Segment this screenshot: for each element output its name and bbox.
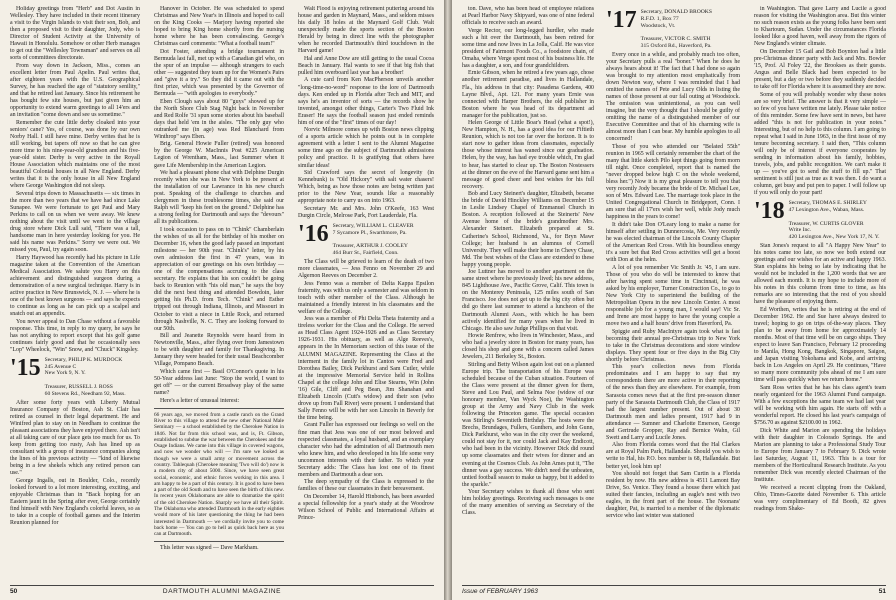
paragraph: Eben Clough says about 80 "guys" showed up for the North Shore Club Stag Night back in November and Red Rolfe '31 spun some stories about his baseball days that held 'em in the aisles. "The only guy who outranked me (in age) was Red Blanchard from Winthrop" says Eben. xyxy=(154,98,284,140)
class-1917-officers xyxy=(641,9,712,50)
paragraph: Which came first — Basil O'Connor's quote in his 50-Year address last June: "Stop the world, I want to get off" — or the current Broadway play of the same name? xyxy=(154,368,284,397)
officer-line: Woodstock, Vt. xyxy=(640,22,676,29)
class-1915-notes xyxy=(10,400,140,527)
officer-line xyxy=(641,29,712,36)
paragraph: Sid Crawford says the secret of longevity (in Kennebunk) is "Old Hickory" with salt water chasers! Which, being as how those notes are being written just prior to the New Year, sounds like a reasonably appropriate note to carry us on into 1963. xyxy=(298,170,434,205)
paragraph: Several trips down to Massachusetts — six times in the more than two years that we have had since Lake Sunapee. We were fortunate to get Paul and Mary Perkins to call on us when we were away. We knew nothing about the visit until we went to the village drug store where Dick Lull said, "There was a tall, handsome man in here yesterday looking for you. He said his name was Perkins." Sorry we were out. We missed you, Paul, try again soon. xyxy=(10,190,140,254)
right-column-1 xyxy=(462,6,594,578)
officer-line: R.F.D. 1, Box 77 xyxy=(640,15,679,22)
paragraph: ton. Dave, who has been head of employee relations at Pearl Harbor Navy Shipyard, was one of nine federal officials to receive such an award. xyxy=(462,6,594,27)
paragraph: The Class will be grieved to learn of the death of two more classmates, — Jess Fenno on November 29 and Algernon Reeves on December 2. xyxy=(298,258,434,279)
class-1916-notes xyxy=(298,259,434,522)
paragraph: Joe Luttner has moved to another apartment on the same street where he previously lived; his new address, 845 Lighthouse Ave., Pacific Grove, Calif. This town is on the Monterey Peninsula, 125 miles south of San Francisco. Joe does not get up to the big city often but did go there last summer to attend a luncheon of the Dartmouth Alumni Assn., with which he has been actively identified for many years when he lived in Chicago. He also saw Judge Phillips on that visit. xyxy=(462,269,594,332)
right-page xyxy=(452,0,896,600)
paragraph: On December 15 Gail and Bob Boynton had a little pre-Christmas dinner party with Jack and Mrs. Bowler '15, Prof. Al Foley '22, the Brookses as their guests. Angus and Belle Black had been expected to be present, but a day or two before they suddenly decided to take off for Florida where it is assumed they are now. xyxy=(754,48,886,91)
paragraph: After some forty years with Liberty Mutual Insurance Company of Boston, Ash St. Clair has retired as counsel in their legal department. He and Winifred plan to stay on in Needham to continue the pleasant associations they have enjoyed there. Ash isn't at all taking care of our place gets too much for us. To keep from getting too rusty, Ash has lined up as consultant with a group of insurance companies along the lines of his previous activity — "kind of likewise being in a few shekels which any retired person can use." xyxy=(10,399,140,477)
left-footer xyxy=(10,585,434,596)
officer-line: Secretary, THOMAS E. SHIRLEY xyxy=(788,200,867,207)
officer-line: Treasurer, VICTOR C. SMITH xyxy=(640,36,711,43)
paragraph: Some of you will probably wonder why these notes are so very brief. The answer is that it very simple — so few of you have written me lately. Please take notice of this reminder. Some few have sent in news, but have added "this is not for publication in your notes." Interesting, but of no help to this column. I am going to repeat what I said in June 1963, in the first issue of my tenure becoming secretary. I said then, "This column will only be of interest if everyone cooperates by sending in information about his family, hobbies, travels, jobs, and public recognition. We can't make it up — you've got to send the stuff to fill up." That sentiment is still just as true as it was then. I do want a column, get busy and put pen to paper. I will follow up if you will only do your part! xyxy=(754,91,886,197)
page-number-left: 50 xyxy=(10,588,18,595)
officer-line: Treasurer, RUSSELL J. ROSS xyxy=(44,383,113,390)
paragraph: It didn't take Don O'Leary long to make a name for himself after settling in Dunnercosta, Me. Very recently he was elected chairman of the Lincoln County Chapter of the American Red Cross. With his boundless energy it's a sure bet that Red Cross activities will get a boost with Don at the helm. xyxy=(606,221,740,264)
paragraph: Verge Rector, our long-legged hurdler, who made such a hit over the Dartmouth, has been retired for some time and now lives in La Jolla, Calif. He was vice president of Fairmont Foods Co., a foodstore chain, of Omaha, where Verge spent most of his business life. He has a daughter, a son, and four grandchildren. xyxy=(462,27,594,69)
class-1915-notes-continued xyxy=(154,6,284,405)
paragraph: Also from Florida comes word that the Hal Clarkes are at Royal Palm Park, Hallandale. Should you wish to write to Hal, his P.O. box number is 68, Hallandale. But better yet, look him up! xyxy=(606,442,740,470)
class-1914-notes xyxy=(10,6,140,354)
paragraph: Bob and Lucy Steinert's daughter, Elizabeth, became the bride of David Hinckley Williams on December 15 in Leslie Lindsey Chapel of Emmanuel Church in Boston. A reception followed at the Steinerts' New Avenue home of the bride's grandmother Mrs. Alexander Steinert. Elizabeth prepared at St. Catherine's School, Richmond, Va., for Bryn Mawr College; her husband is an alumnus of Cornell University. They will make their home in Chevy Chase, Md. The best wishes of the Class are extended to these happy young people. xyxy=(462,191,594,268)
paragraph: Howie Renfrew, who lives in Winchester, Mass., and who had a jewelry store in Boston for many years, has closed his shop and gone with a concern called James Jewelers, 211 Berkeley St., Boston. xyxy=(462,333,594,361)
paragraph: Brig. General Howie Fuller (retired) was honored by the George W. MacInnis Post #225 American Legion of Wrentham, Mass., last Summer when it gave Life Membership in the American Legion. xyxy=(154,141,284,169)
paragraph: From way down in Jackson, Miss., comes an excellent letter from Paul Apelin. Paul writes that, after eighteen years with the U.S. Geographical Survey, he has reached the age of "statutory senility," and that he retired last January. Since his retirement he has bought few site houses, but just given him an opportunity to extend warm greetings to all 14'ers and an invitation "come down and see us sometime." xyxy=(10,62,140,119)
right-column-2 xyxy=(606,6,740,578)
officer-line xyxy=(333,237,414,244)
class-1917-notes xyxy=(606,52,740,521)
class-1915-notes-end xyxy=(298,6,434,220)
paragraph: We had a pleasant phone chat with Delphine Durgin recently when she was in New York to be present at the installation of our Lawrance in his new church post. Speaking of the challenge to churches and clergymen in these troublesome times, she said our Ralph will "keep his feet on the ground." Delphine has a strong feeling for Dartmouth and says the "devours" all its publications. xyxy=(154,170,284,226)
left-page xyxy=(0,0,444,600)
paragraph: Those of you who attended our "Belated 55th" reunion in 1965 will certainly remember the chart of the many that little sketch Pilo kept things going from morn till night. Once completed, report that is named the "never dropped below high C on the whole weekend, bless her.") Now it is my great pleasure to tell you that very recently Jody became the bride of Dr. Michael Lee, son of Mrs. Edward Lee. The marriage took place in the United Congregational Church in Bridgeport, Conn. I am sure that all 17'ers wish her well, while Jody much happiness in the years to come! xyxy=(606,143,740,221)
class-1918-notes xyxy=(754,243,886,513)
class-1917-notes-continued xyxy=(754,6,886,197)
paragraph: We received a recent clipping from the Oakland, Ohio, Times-Gazette dated November 6. This article was very complimentary of Ed Booth, 82 gives readings from Shake- xyxy=(754,484,886,512)
officer-line: Secretary, PHILIP K. MURDOCK xyxy=(44,356,123,363)
paragraph: Walt Flood is enjoying retirement puttering around his house and garden in Maynard, Mass., and seldom misses his daily 18 holes at the Maynard Golf Club. Walt unexpectedly made the sports section of the Boston Herald by being in direct line with the photographer when he recorded Dartmouth's third touchdown in the Harvard game! xyxy=(298,6,434,55)
issue-date: Issue of FEBRUARY 1963 xyxy=(462,588,538,595)
paragraph: I took occasion to pass on to "Chink" Chamberlain the wishes of us all for the birthday of his mother on December 16, when the good lady passed an important milestone — her 90th year. "Chink's" letter, by his own admission the first in 47 years, was in appreciation of our greetings on his own birthday — one of the compensations accruing to the class secretary. He explains that his son couldn't be going back to Reunion with "his old man," he says the boy did the next best thing and attended Bowdoin, later getting his Ph.D. from Tech. "Chink" and Esther tripped out through Indiana, Illinois, and Missouri in October to visit a niece in Little Rock, and returned through Nashville, N. C. They are looking forward to our 50th. xyxy=(154,226,284,332)
class-1916-officers xyxy=(333,223,414,257)
paragraph: You should not forget that Sam Curtin is a Florida resident by now. His new address is 4511 Lamont Bay Drive, So. Venice. They found a house there which just suited their fancies, including an eagle's nest with two eagles, in the front part of the house. The Noonans' daughter, Pat, is married to a member of the diplomatic service who last winter was stationed xyxy=(606,471,740,520)
officer-line: 60 Stevens Rd., Needham 92, Mass. xyxy=(44,390,126,397)
class-1918-header xyxy=(754,200,886,241)
paragraph: Your Secretary wishes to thank all those who sent him holiday greetings. Receiving such messages is one of the many amenities of serving as Secretary of the Class. xyxy=(462,489,594,517)
left-column-2 xyxy=(154,6,284,578)
class-1915-header xyxy=(10,354,140,398)
class-year-1915: '15 xyxy=(10,354,41,381)
paragraph: Harry Haywood has recently had his picture in Life magazine taken at the Convention of the American Medical Association. We salute you Harry on this achievement and distinguished surgeon during a demonstration of a new surgical technique. Harry is in active practice in New Brunswick, N. J. — where he is one of the best known surgeons — and says he expects to continue as long as he can pick up a scalpel and snatch out an appendix. xyxy=(10,254,140,318)
officer-line: Treasurer, W. CURTIS GLOVER xyxy=(788,220,864,227)
paragraph: This year's collection news from Florida predominates and I am happy to say that my correspondents there are more active in their reporting of the news than they are elsewhere. For example, from Sarasota comes news that at the first pre-season dinner party of the Sarasota Dartmouth Club, the Class of 1917 had the largest number present. Out of about 30 Dartmouth men and ladies present, 1917 had 9 in attendance — Sumner and Charlotte Emerson, George and Gertrude Gropper, Ray and Bernice Wahn, Gil Swett and Larry and Lucile Jones. xyxy=(606,364,740,441)
paragraph: Bill and Jeanette Reynolds were heard from in Newtonville, Mass., after flying over from Jamestown to be with daughter and family for Thanksgiving. In January they were headed for their usual Beachcomber Village, Pompano Beach. xyxy=(154,333,284,368)
paragraph: Stan Jones's request to all "A Happy New Year" to his notes came too late, so now we both extend our greetings and our wishes for an active and happy 1963. Stan explains his being so late by indicating that he would not be included in the 1,200 words that we are allowed each month. It is my hope to include more of his notes in this column from time to time, as his remarks are so interesting that the rest of you should have the pleasure of enjoying them. xyxy=(754,243,886,306)
paragraph: Secretary Mr. and Mrs. John O'Keefe, 163 West Durgin Circle, Melrose Park, Fort Lauderdale, Fla. xyxy=(298,205,434,219)
officer-line xyxy=(789,214,880,221)
paragraph: A lot of you remember Vic Smith Jr. '45, I am sure. Those of you who do will be interested to know that after having spent some time in Cincinnati, he was asked by his employer, Turner Construction Co., to go to New York City to superintend the building of the Metropolitan Opera in the new Lincoln Center. A most responsible job for a young man, I would say! Vic Sr. and Irene are most happy to have the young couple a move two and a half hours' drive from Haverford, Pa. xyxy=(606,264,740,328)
paragraph: The deep sympathy of the Class is expressed to the families of these our classmates in their bereavement. xyxy=(298,479,434,493)
quoted-letter: 66 years ago, we moved from a castle ranch on the Grand River to this village to attend the new other National Male Seminary — a school established by the Cherokee Nation in 1846. Not far from this school was, and is, Ft. Gibson, established to subdue the war between the Cherokees and the Osage Indians. We came into this village in covered wagons, and now we wonder who will — I'm sure we looked as though we were a small army or movement across the country. Tahlequah (Cherokee meaning 'Two will do') now is a modern city of about 5000. Since, we have seen great social, economic, and ethnic forces working in this area. I am happy to be a part of this century. It is good to have been a part of the old South and to have seen the birth of this new. In recent years Oklahomans are able to dramatize the spirit of the old Cherokee Nation. Sharply we have all their Spirit. The Oklahoma who attended Dartmouth in the early eighties would more of his later questioning the thing he had been interested in Dartmouth — we cordially invite you to come back home — You can go to hell as quick back here as you can at Dartmouth. xyxy=(154,411,284,538)
class-1916-header xyxy=(298,220,434,257)
officer-line: 464 Burr St., Fairfield, Conn. xyxy=(332,250,399,257)
officer-line: Secretary, WILLIAM L. CLEAVER xyxy=(332,222,414,229)
paragraph: Grant Fuller has expressed our feelings so well on the fine man that Jess was one of our most beloved and respected classmates, a loyal husband, and an exemplary character who had the admiration of all Dartmouth men who knew him, and who developed in his life some very uncommon interests with their father. To which your Secretary adds: The Class has lost one of its finest members and Dartmouth a dear son. xyxy=(298,422,434,478)
class-1915-officers xyxy=(45,357,126,398)
class-year-1916: '16 xyxy=(298,220,329,247)
paragraph: On December 14, Harold Hinbonch, has been awarded a special fellowship for a year's study at the Woodrow Wilson School of Public and International Affairs at Prince- xyxy=(298,493,434,522)
paragraph: Spiggie and Ruby MacIntyre again took what is fast becoming their annual pre-Christmas trip to New York to take in the Christmas decorations and store window displays. They spent four or five days in the Big City shortly before Christmas. xyxy=(606,328,740,363)
paragraph: Jess Fenno was a member of Delta Kappa Epsilon fraternity, was with us only a semester and was seldom in touch with other member of the Class. Although he maintained a friendly interest in his classmates and the welfare of the College. xyxy=(298,280,434,315)
officer-line: New York 9, N. Y. xyxy=(44,370,86,377)
paragraph: Helen George of Little Boar's Head (what a spot!), New Hampton, N. H., has a good idea for our Fiftieth Reunion, which is not too far over the horizon. It is to start now to gather ideas from classmates, especially those whose interest has waned since our graduation. Helen, by the way, has had eye trouble which, I'm glad to hear, has started to clear up. The Boston Nostessers at the dinner on the eve of the Harvard game sent him a message of good cheer and best wishes for his full recovery. xyxy=(462,120,594,190)
paragraph: Remember the cute little derby cloaked into your seniors' cane? Yes, of course, was done by our own Norby Hall. I still have mine. Derby writes that he is still working, but tapers off now so that he can give more time to his nine-year-old grandson and his five-year-old sister. Derby is very active in the Royall House Association which maintains one of the most beautiful Colonial houses in all New England. Derby writes that it is the only house in all New England where George Washington did not sleep. xyxy=(10,119,140,190)
class-year-1917: '17 xyxy=(606,7,637,33)
officer-line: 420 Lexington Ave., New York 17, N. Y. xyxy=(788,234,880,241)
paragraph: Here's a letter of unusual interest: xyxy=(160,397,240,404)
class-1916-notes-continued xyxy=(462,6,594,517)
officer-line: 7 Sycamore Pl., Swarthmore, Pa. xyxy=(332,229,407,236)
paragraph: Hanover in October. He was scheduled to spend Christmas and New Year's in Illinois and hoped to call on the King Cooks — Marjory having reported she hoped to bring King home shortly from the nursing home where he has been convalescing. George's Christmas card comments: "What a football team!" xyxy=(154,6,284,48)
left-column-1 xyxy=(10,6,140,578)
page-number-right: 51 xyxy=(878,588,886,595)
paragraph: A cute card from Ken MacPherson unveils another "long-time-no-word" response to the lore of Dartmouth days. Ken ended up in Florida after Tech and MIT, and says he's an inventor of sorts — the records show he invented, amongst other things, Carter's Two Fluid Ink Eraser! He says the football season just ended reminds him of one of the "first" times of our day! xyxy=(298,77,434,126)
left-column-3 xyxy=(298,6,434,578)
paragraph: Dot Foster, attending a bridge tournament in Bermuda last fall, met up with a Canadian girl who, on the spur of an impulse — although strangers to each other — suggested they team up for the Women's Pairs and "give it a try." So they did it came out with the first prize, which was presented by the Governor of Bermuda — "with apologies to everybody." xyxy=(154,48,284,98)
officer-line: Write Inc. xyxy=(788,227,812,234)
magazine-title: DARTMOUTH ALUMNI MAGAZINE xyxy=(162,588,282,595)
paragraph: Every once in a while, and probably much too often, your Secretary pulls a real "boner." When he does he always hears about it! The fact that I had done so again was brought to my attention most emphatically from down Newton way, where I was reminded that I had omitted the names of Pete and Lucy Olds in listing the names of those present at our fall outing at Woodstock. The omission was unintentional, as you can well imagine, but the very thought that I should be guilty of omitting the name of a distinguished member of our Executive Committee and that of his charming wife is almost more than I can bear. My humble apologies to all concerned! xyxy=(606,51,740,143)
paragraph: Hal and Anne Dow are still getting to the usual Cocoa Beach in January. Hal wants to see if that big fish that pulled him overboard last year has a brother! xyxy=(298,55,434,76)
paragraph: Norvic Milmore comes up with Boston news clipping of a sports article which he points out is in complete agreement with a letter I sent to the Alumni Magazine some time ago on the subject of Dartmouth admissions policy and practice. It is gratifying that others have similar ideas! xyxy=(298,127,434,169)
officer-line xyxy=(45,377,126,384)
paragraph: Sam Ross writes that he has his class agent's team nearly organized for the 1963 Alumni Fund campaign. With a few exceptions the same team we had last year will be working with him again. He starts off with a wonderful report. He closed his last year's campaign of $756.70 as against $2100.00 in 1962. xyxy=(754,384,886,427)
right-footer xyxy=(462,585,886,596)
class-1918-officers xyxy=(789,200,880,241)
officer-line: 47 Lexington Ave., Waban, Mass. xyxy=(788,207,865,214)
letter-signature: This letter was signed — Dave Markham. xyxy=(160,544,259,551)
paragraph: Dick White and Marion are spending the holidays with their daughter in Colorado Springs. He and Marion are planning to take a Professional Study Tour to Europe from January 7 to February 9. Dick wrote last Saturday, August 11, 1963. This is a tour for members of the Horticultural Research Institute. As you remember Dick was recently elected Chairman of the Institute. xyxy=(754,427,886,484)
paragraph: Stirling and Betty Wilson again lost out on a planned Europe trip. The transportation of his Europe was scheduled because of the Cuban situation. Fourteen of the Class were present at the dinner given for them, Steve and Lou Paul, and Selma Noe (widow of our honorary member, Van Wyck Noe), the Washington group at the Army and Navy Club in the week following the Princeton game. The special occasion was Stirling's Seventieth Birthday. The hosts were the Brechs, Brundages, Fullers, Gunthers, and John Gunn, Dick Parkhurst, who was in the city over the weekend, could not stay for it, nor could Jack and Kay Endicott, who had been in the vicinity. However Dick did round up some classmates and their wives for dinner and an evening at the Cosmos Club. As John Ames put it, "The dinner was a gay success. We didn't need the unbeaten, untied football season to make us happy, but it added to the sparkle." xyxy=(462,361,594,488)
officer-line: Secretary, DONALD BROOKS xyxy=(640,9,712,15)
right-column-3 xyxy=(754,6,886,578)
officer-line: 315 Oxford Rd., Haverford, Pa. xyxy=(640,42,712,49)
paragraph: Ernie Gibson, when he retired a few years ago, chose another retirement paradise, and lives in Hallandale, Fla., his address in that city: Pasadena Gardens, 400 Layne Blvd., Apt. 121. For many years Ernie was connected with Harper Brothers, the old publisher in Boston where he was head of its department ad manager for the publication, just so. xyxy=(462,70,594,119)
paragraph: You never appeal to Dan Chase without a favorable response. This time, in reply to my query, he says he has not anything to report except that his golf game continues fairly good and that he occasionally sees "Lop" Wheelock, "Win" Snow, and "Chuck" Kingsley. xyxy=(10,318,140,353)
paragraph: in Washington. That gave Larry and Lucile a good reason for visiting the Washington area. But this winter no such reason exists as the young folks have been sent to Khartoum, Sudan. Under the circumstances Florida looked like a good haven, well away from the rigors of New England's winter climate. xyxy=(754,6,886,48)
officer-line: Treasurer, ARTHUR J. COOLEY xyxy=(332,243,408,250)
class-year-1918: '18 xyxy=(754,198,785,225)
paragraph: Ed Worthen, writes that he is retiring at the end of December 1962. He and Sue have always desired to travel; hoping to go on trips of-the-way places. They plan to be away from home for approximately 14 months. Most of that time will be on cargo ships. They expect to leave San Francisco, February 12 proceeding to Manila, Hong Kong, Bangkok, Singapore, Saigon, and Japan visiting Yokohama and Kobe, and arriving back in Los Angeles on April 29. He continues, "Have so many more community jobs ahead of me I am sure time will pass quickly when we return home." xyxy=(754,306,886,384)
page-gutter xyxy=(444,0,452,600)
class-1917-header xyxy=(606,9,740,50)
paragraph: Holiday greetings from "Herb" and Dot Austin in Wellesley. They have included in their recent itinerary a visit to the Virgin Islands to visit their son, Bob, and then a proposed visit to their daughter, Jody, who is Director of Student Activity at the University of Hawaii in Honolulu. Somehow or other Herb manages to get out the "Wellesley Townsman" and serves on all sorts of committees directorate. xyxy=(10,6,140,62)
paragraph: Jess was a member of Phi Delta Theta fraternity and a tireless worker for the Class and the College. He served as Head Class Agent 1924-1926 and as Class Secretary 1926-1931. His obituary, as well as Alge Reeves's, appears in the In Memoriam section of this issue of the ALUMNI MAGAZINE. Representing the Class at the interment in the family lot in Canton were Fred and Dorothea Bailey, Dick Parkhurst and Sam Cutler, while at the impressive Memorial Service held in Rollins Chapel at the college John and Elise Stearns, Win (John '16) Gile, Cliff and Peg Bean, Jim Shanahan and Elizabeth Lincoln (Cutt's widow) and their son (who drove up from Fall River) were present. I understand that Sally Fenno will be with her son Lincoln in Beverly for the time being. xyxy=(298,316,434,421)
paragraph: George Ingalls, out in Boulder, Colo., recently looked forward to a lot more interesting, exciting, and enjoyable Christmas than in "Back hoping for an Eastern jaunt in the Spring after ever, George certainly find himself with New England's colorful leaves, so as to take in a couple of football games and the Interim Reunion planned for xyxy=(10,477,140,526)
officer-line: 245 Avenue C xyxy=(44,363,77,370)
